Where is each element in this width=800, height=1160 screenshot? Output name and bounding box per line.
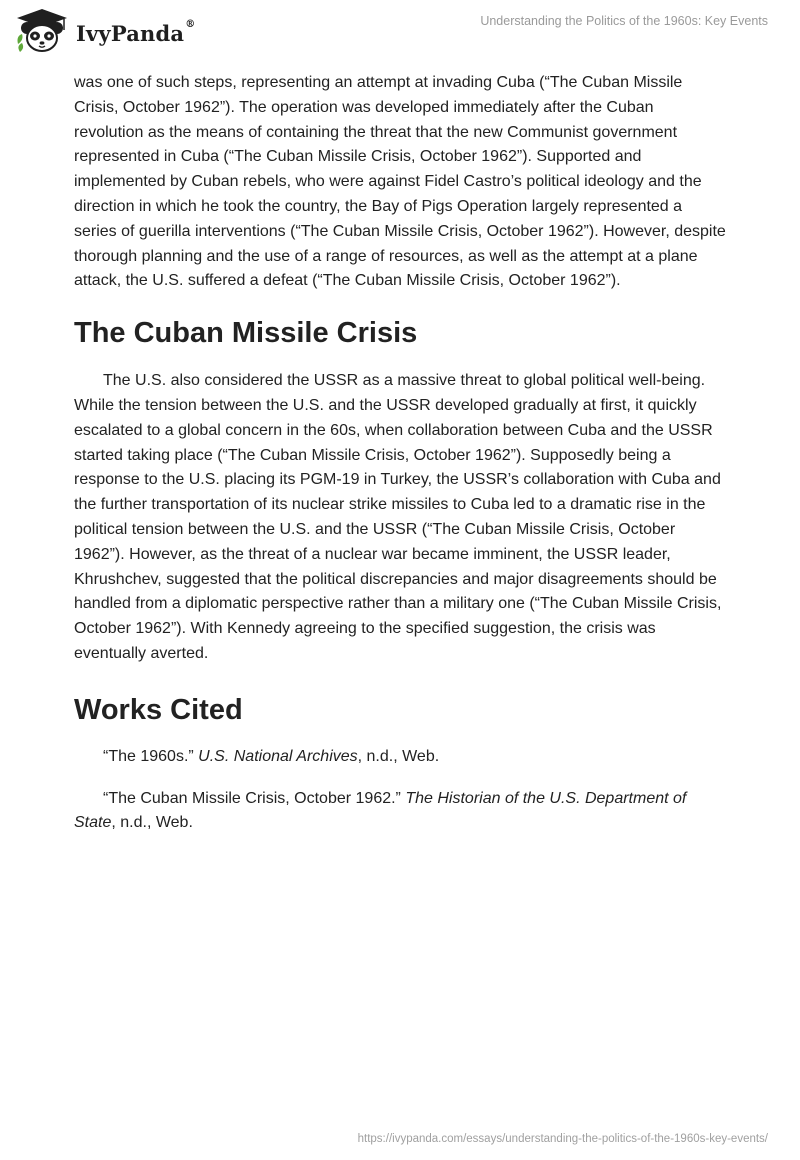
essay-content [74, 71, 726, 853]
document-title: Understanding the Politics of the 1960s: Key Events [480, 14, 768, 28]
intro-paragraph: was one of such steps, representing an attempt at invading Cuba (“The Cuban Missile Crisis, October 1962”). The operation was developed immediately after the Cuban revolution as the means of containing the threat that the new Communist government represented in Cuba (“The Cuban Missile Crisis, October 1962”). Supported and implemented by Cuban rebels, who were against Fidel Castro’s political ideology and the direction in which he took the country, the Bay of Pigs Operation largely represented a series of guerilla interventions (“The Cuban Missile Crisis, October 1962”). However, despite thorough planning and the use of a range of resources, as well as the attempt at a plane attack, the U.S. suffered a defeat (“The Cuban Missile Crisis, October 1962”). [74, 74, 726, 290]
source-url[interactable]: https://ivypanda.com/essays/understanding-the-politics-of-the-1960s-key-events/ [357, 1133, 768, 1145]
citation-source: The Historian of the U.S. Department of State [74, 789, 687, 832]
brand-text: IvyPanda [76, 20, 185, 46]
registered-mark: ® [185, 18, 196, 30]
citation-entry [74, 745, 726, 770]
citation-entry [74, 787, 726, 837]
citation-title: “The 1960s.” [103, 747, 194, 765]
citation-details: , n.d., Web. [111, 814, 193, 832]
section-heading-cuban-missile-crisis: The Cuban Missile Crisis [74, 317, 418, 350]
panda-graduate-icon [14, 8, 70, 54]
crisis-paragraph: The U.S. also considered the USSR as a massive threat to global political well-being. While the tension between the U.S. and the USSR developed gradually at first, it quickly escalated to a global concern in the 60s, when collaboration between Cuba and the USSR started taking place (“The Cuban Missile Crisis, October 1962”). Supposedly being a response to the U.S. placing its PGM-19 in Turkey, the USSR’s collaboration with Cuba and the further transportation of its nuclear strike missiles to Cuba led to a dramatic rise in the political tension between the U.S. and the USSR (“The Cuban Missile Crisis, October 1962”). However, as the threat of a nuclear war became imminent, the USSR leader, Khrushchev, suggested that the political discrepancies and major disagreements should be handled from a diplomatic perspective rather than a military one (“The Cuban Missile Crisis, October 1962”). With Kennedy agreeing to the specified suggestion, the crisis was eventually averted. [74, 372, 722, 662]
section-heading-works-cited: Works Cited [74, 693, 243, 726]
citation-title: “The Cuban Missile Crisis, October 1962.” [103, 789, 401, 807]
citation-source: U.S. National Archives [198, 747, 358, 765]
ivypanda-logo[interactable] [14, 8, 195, 54]
citation-details: , n.d., Web. [357, 747, 440, 765]
page-header [0, 0, 800, 70]
brand-name [76, 18, 196, 46]
